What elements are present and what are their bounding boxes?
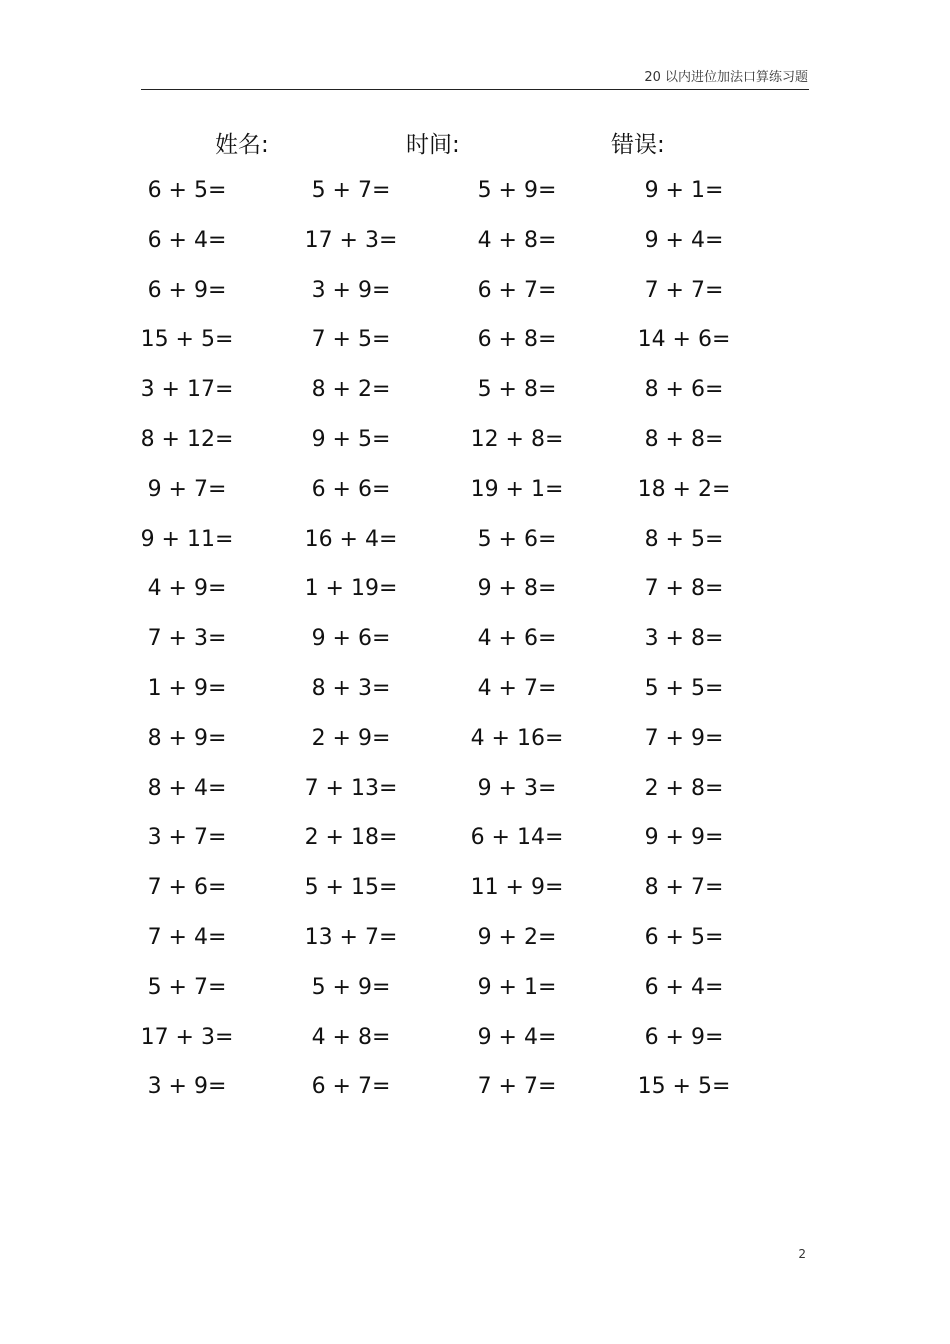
problem-r19-c2: 6 + 7= [311, 1074, 391, 1100]
name-label: 姓名: [215, 132, 269, 158]
problem-r11-c1: 1 + 9= [147, 676, 227, 701]
problem-r10-c1: 7 + 3= [147, 626, 227, 652]
problem-r5-c1: 3 + 17= [140, 377, 234, 403]
problem-r15-c3: 11 + 9= [470, 875, 564, 901]
problem-r15-c2: 5 + 15= [304, 875, 398, 901]
problem-r12-c1: 8 + 9= [147, 725, 227, 751]
errors-label: 错误: [611, 132, 665, 158]
problem-r11-c4: 5 + 5= [644, 676, 724, 701]
problem-r2-c2: 17 + 3= [304, 227, 398, 253]
problem-r1-c3: 5 + 9= [477, 178, 557, 203]
problem-r17-c3: 9 + 1= [477, 974, 557, 1000]
problem-r18-c2: 4 + 8= [311, 1024, 391, 1050]
problem-r4-c1: 15 + 5= [140, 327, 234, 353]
problem-r9-c2: 1 + 19= [304, 576, 398, 602]
problem-r10-c3: 4 + 6= [477, 626, 557, 652]
problem-r1-c2: 5 + 7= [311, 178, 391, 203]
problem-r13-c1: 8 + 4= [147, 775, 227, 801]
header-title: 20 以内进位加法口算练习题 [644, 70, 808, 85]
problem-r15-c4: 8 + 7= [644, 875, 724, 901]
problem-r8-c2: 16 + 4= [304, 526, 398, 552]
problem-r14-c3: 6 + 14= [470, 825, 564, 851]
problem-r7-c1: 9 + 7= [147, 476, 227, 502]
problem-r3-c2: 3 + 9= [311, 277, 391, 303]
problem-r16-c4: 6 + 5= [644, 925, 724, 950]
problem-r9-c1: 4 + 9= [147, 576, 227, 602]
problem-r4-c2: 7 + 5= [311, 327, 391, 353]
problem-r3-c1: 6 + 9= [147, 277, 227, 303]
problem-r14-c4: 9 + 9= [644, 825, 724, 851]
problem-r14-c2: 2 + 18= [304, 825, 398, 851]
problem-r19-c3: 7 + 7= [477, 1074, 557, 1100]
problem-r10-c2: 9 + 6= [311, 626, 391, 652]
problem-r2-c3: 4 + 8= [477, 227, 557, 253]
problem-r17-c4: 6 + 4= [644, 974, 724, 1000]
problem-r8-c3: 5 + 6= [477, 526, 557, 552]
problem-r8-c1: 9 + 11= [140, 526, 234, 552]
problem-r6-c1: 8 + 12= [140, 427, 234, 452]
problem-r2-c1: 6 + 4= [147, 227, 227, 253]
problem-r11-c3: 4 + 7= [477, 676, 557, 701]
problem-r12-c4: 7 + 9= [644, 725, 724, 751]
problem-r15-c1: 7 + 6= [147, 875, 227, 901]
problem-r11-c2: 8 + 3= [311, 676, 391, 701]
problem-r19-c4: 15 + 5= [637, 1074, 731, 1100]
problem-r12-c3: 4 + 16= [470, 725, 564, 751]
problem-r13-c3: 9 + 3= [477, 775, 557, 801]
problem-r6-c3: 12 + 8= [470, 427, 564, 452]
problem-r4-c3: 6 + 8= [477, 327, 557, 353]
problem-r5-c3: 5 + 8= [477, 377, 557, 403]
problem-r14-c1: 3 + 7= [147, 825, 227, 851]
problem-r1-c1: 6 + 5= [147, 178, 227, 203]
problem-r18-c1: 17 + 3= [140, 1024, 234, 1050]
problem-r16-c2: 13 + 7= [304, 925, 398, 950]
problem-r3-c3: 6 + 7= [477, 277, 557, 303]
problem-r13-c2: 7 + 13= [304, 775, 398, 801]
problem-r5-c4: 8 + 6= [644, 377, 724, 403]
problem-r18-c3: 9 + 4= [477, 1024, 557, 1050]
problem-r8-c4: 8 + 5= [644, 526, 724, 552]
problem-r16-c1: 7 + 4= [147, 925, 227, 950]
problem-r6-c4: 8 + 8= [644, 427, 724, 452]
problem-r7-c3: 19 + 1= [470, 476, 564, 502]
problem-r13-c4: 2 + 8= [644, 775, 724, 801]
problem-r17-c1: 5 + 7= [147, 974, 227, 1000]
problem-r18-c4: 6 + 9= [644, 1024, 724, 1050]
problem-r5-c2: 8 + 2= [311, 377, 391, 403]
problem-r1-c4: 9 + 1= [644, 178, 724, 203]
problem-r12-c2: 2 + 9= [311, 725, 391, 751]
page-number: 2 [798, 1247, 806, 1261]
time-label: 时间: [406, 132, 460, 158]
problem-r6-c2: 9 + 5= [311, 427, 391, 452]
problem-r17-c2: 5 + 9= [311, 974, 391, 1000]
header-rule [141, 89, 809, 90]
problem-r7-c2: 6 + 6= [311, 476, 391, 502]
problem-r3-c4: 7 + 7= [644, 277, 724, 303]
problem-r19-c1: 3 + 9= [147, 1074, 227, 1100]
problem-r9-c4: 7 + 8= [644, 576, 724, 602]
problem-r10-c4: 3 + 8= [644, 626, 724, 652]
problem-r16-c3: 9 + 2= [477, 925, 557, 950]
problem-r4-c4: 14 + 6= [637, 327, 731, 353]
problem-r7-c4: 18 + 2= [637, 476, 731, 502]
problem-r2-c4: 9 + 4= [644, 227, 724, 253]
problem-r9-c3: 9 + 8= [477, 576, 557, 602]
